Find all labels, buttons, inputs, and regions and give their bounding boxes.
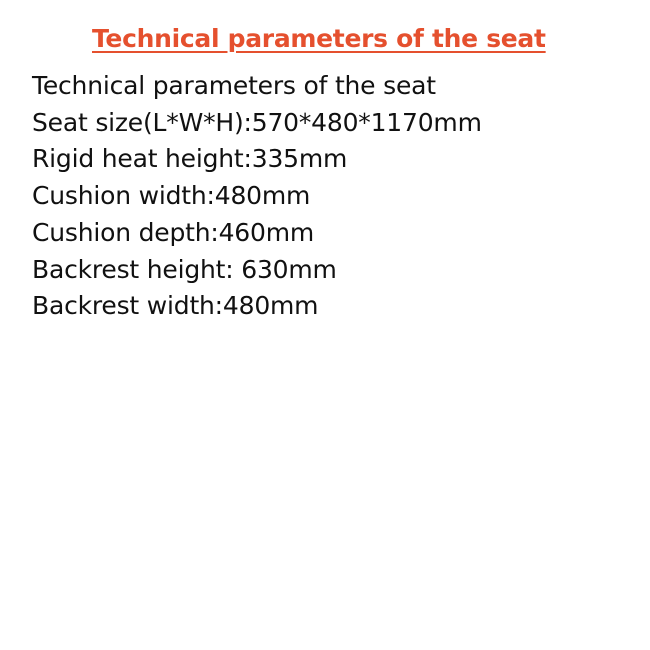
- parameter-cushion-depth: Cushion depth:460mm: [32, 217, 315, 247]
- parameter-backrest-width: Backrest width:480mm: [32, 291, 319, 321]
- parameter-seat-size: Seat size(L*W*H):570*480*1170mm: [32, 107, 482, 137]
- parameter-rigid-height: Rigid heat height:335mm: [32, 144, 348, 174]
- parameter-subtitle: Technical parameters of the seat: [32, 71, 436, 100]
- parameter-cushion-width: Cushion width:480mm: [32, 181, 311, 211]
- section-heading: Technical parameters of the seat: [92, 24, 546, 53]
- parameter-backrest-height: Backrest height: 630mm: [32, 254, 337, 284]
- parameter-list: [32, 68, 482, 325]
